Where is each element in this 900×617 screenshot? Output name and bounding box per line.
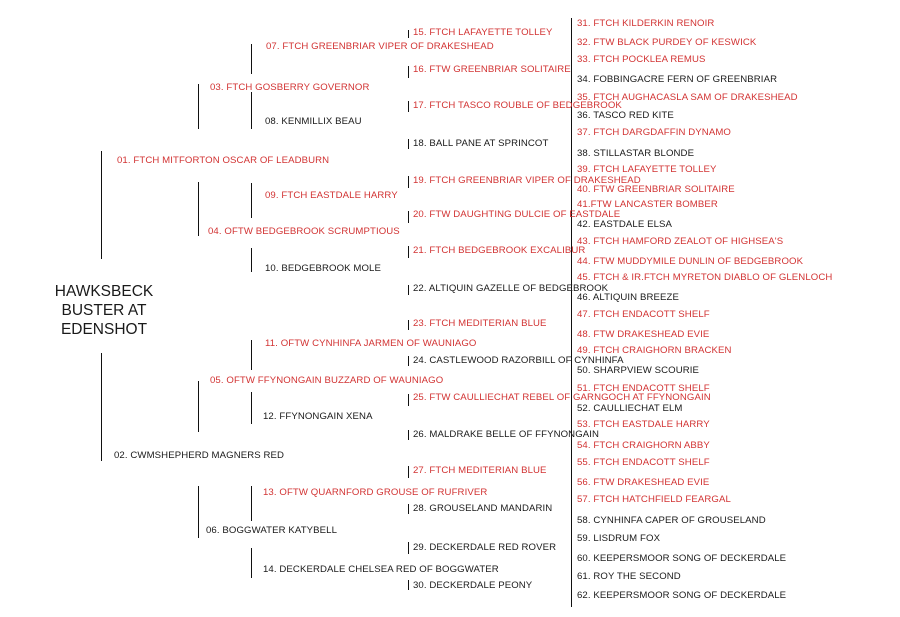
gen4-dog-12: 26. MALDRAKE BELLE OF FFYNONGAIN [413,429,600,440]
bracket-dam-side [101,353,102,461]
gen4-dog-6: 20. FTW DAUGHTING DULCIE OF EASTDALE [413,209,621,220]
gen5-dog-32: 62. KEEPERSMOOR SONG OF DECKERDALE [577,590,787,601]
gen3-dog-8: 14. DECKERDALE CHELSEA RED OF BOGGWATER [263,564,499,575]
subject-name-line-1: HAWKSBECK [54,283,154,300]
tick-gen4-9 [408,320,409,330]
grandparent-3: 05. OFTW FFYNONGAIN BUZZARD OF WAUNIAGO [210,375,444,386]
gen5-dog-6: 36. TASCO RED KITE [577,110,674,121]
grandparent-4: 06. BOGGWATER KATYBELL [206,525,338,536]
gen5-dog-9: 39. FTCH LAFAYETTE TOLLEY [577,164,717,175]
gen5-dog-1: 31. FTCH KILDERKIN RENOIR [577,18,715,29]
gen5-dog-10: 40. FTW GREENBRIAR SOLITAIRE [577,184,735,195]
gen5-dog-29: 59. LISDRUM FOX [577,533,661,544]
gen5-dog-18: 48. FTW DRAKESHEAD EVIE [577,329,710,340]
tick-gen4-5 [408,176,409,188]
bracket-gen3-h [251,548,252,578]
gen4-dog-4: 18. BALL PANE AT SPRINCOT [413,138,549,149]
gen4-dog-14: 28. GROUSELAND MANDARIN [413,503,553,514]
tick-gen4-14 [408,504,409,514]
tick-gen4-7 [408,246,409,258]
gen5-dog-2: 32. FTW BLACK PURDEY OF KESWICK [577,37,757,48]
tick-gen4-4 [408,139,409,149]
gen5-dog-24: 54. FTCH CRAIGHORN ABBY [577,440,710,451]
gen4-dog-15: 29. DECKERDALE RED ROVER [413,542,557,553]
gen3-dog-1: 07. FTCH GREENBRIAR VIPER OF DRAKESHEAD [266,41,494,52]
subject-name-line-2: BUSTER AT [61,302,147,319]
gen5-dog-26: 56. FTW DRAKESHEAD EVIE [577,477,710,488]
bracket-gen2-a [198,84,199,129]
bracket-gen3-a [251,44,252,74]
bracket-sire-side [101,151,102,259]
gen4-dog-2: 16. FTW GREENBRIAR SOLITAIRE [413,64,571,75]
bracket-gen3-d [251,248,252,272]
gen5-dog-11: 41.FTW LANCASTER BOMBER [577,199,718,210]
tick-gen4-2 [408,66,409,78]
gen5-dog-7: 37. FTCH DARGDAFFIN DYNAMO [577,127,731,138]
gen4-dog-13: 27. FTCH MEDITERIAN BLUE [413,465,547,476]
tick-gen4-3 [408,101,409,112]
gen5-dog-20: 50. SHARPVIEW SCOURIE [577,365,700,376]
gen4-dog-8: 22. ALTIQUIN GAZELLE OF BEDGEBROOK [413,283,609,294]
subject-name-line-3: EDENSHOT [60,321,148,338]
bracket-gen3-c [251,183,252,218]
bracket-gen3-f [251,392,252,424]
gen4-dog-7: 21. FTCH BEDGEBROOK EXCALIBUR [413,245,586,256]
bracket-gen2-c [198,381,199,432]
gen5-dog-13: 43. FTCH HAMFORD ZEALOT OF HIGHSEA'S [577,236,784,247]
tick-gen4-15 [408,542,409,554]
gen5-dog-23: 53. FTCH EASTDALE HARRY [577,419,710,430]
gen4-dog-1: 15. FTCH LAFAYETTE TOLLEY [413,27,553,38]
tick-gen4-6 [408,211,409,223]
gen3-dog-4: 10. BEDGEBROOK MOLE [265,263,381,274]
gen3-dog-3: 09. FTCH EASTDALE HARRY [265,190,398,201]
gen5-dog-4: 34. FOBBINGACRE FERN OF GREENBRIAR [577,74,778,85]
gen5-dog-21: 51. FTCH ENDACOTT SHELF [577,383,710,394]
gen5-dog-30: 60. KEEPERSMOOR SONG OF DECKERDALE [577,553,787,564]
gen5-dog-17: 47. FTCH ENDACOTT SHELF [577,309,710,320]
tick-gen4-12 [408,430,409,440]
gen4-dog-3: 17. FTCH TASCO ROUBLE OF BEDGEBROOK [413,100,622,111]
gen4-dog-10: 24. CASTLEWOOD RAZORBILL OF CYNHINFA [413,355,624,366]
gen5-dog-8: 38. STILLASTAR BLONDE [577,148,695,159]
gen5-dog-15: 45. FTCH & IR.FTCH MYRETON DIABLO OF GLENLOCH [577,272,833,283]
gen5-dog-5: 35. FTCH AUGHACASLA SAM OF DRAKESHEAD [577,92,798,103]
gen5-dog-14: 44. FTW MUDDYMILE DUNLIN OF BEDGEBROOK [577,256,804,267]
gen5-dog-27: 57. FTCH HATCHFIELD FEARGAL [577,494,731,505]
parent-2: 02. CWMSHEPHERD MAGNERS RED [114,450,285,461]
gen5-dog-22: 52. CAULLIECHAT ELM [577,403,683,414]
grandparent-2: 04. OFTW BEDGEBROOK SCRUMPTIOUS [208,226,400,237]
gen5-dog-19: 49. FTCH CRAIGHORN BRACKEN [577,345,732,356]
gen4-dog-9: 23. FTCH MEDITERIAN BLUE [413,318,547,329]
tick-gen4-13 [408,466,409,478]
gen5-dog-16: 46. ALTIQUIN BREEZE [577,292,679,303]
bracket-gen3-g [251,486,252,521]
bracket-gen3-b [251,92,252,129]
gen5-dog-12: 42. EASTDALE ELSA [577,219,673,230]
gen5-dog-3: 33. FTCH POCKLEA REMUS [577,54,706,65]
gen5-dog-28: 58. CYNHINFA CAPER OF GROUSELAND [577,515,766,526]
gen4-dog-16: 30. DECKERDALE PEONY [413,580,533,591]
bracket-gen2-d [198,486,199,538]
tick-gen4-16 [408,580,409,590]
gen4-dog-11: 25. FTW CAULLIECHAT REBEL OF GARNGOCH AT FFYNONGAIN [413,392,711,403]
tick-gen4-10 [408,356,409,366]
grandparent-1: 03. FTCH GOSBERRY GOVERNOR [210,82,370,93]
tick-gen4-1 [408,30,409,38]
tick-gen4-8 [408,285,409,295]
tick-gen4-11 [408,394,409,406]
bracket-gen2-b [198,182,199,236]
gen3-dog-6: 12. FFYNONGAIN XENA [263,411,373,422]
gen3-dog-7: 13. OFTW QUARNFORD GROUSE OF RUFRIVER [263,487,488,498]
bracket-gen3-e [251,340,252,370]
parent-1: 01. FTCH MITFORTON OSCAR OF LEADBURN [117,155,330,166]
gen5-dog-31: 61. ROY THE SECOND [577,571,681,582]
gen3-dog-2: 08. KENMILLIX BEAU [265,116,362,127]
gen5-dog-25: 55. FTCH ENDACOTT SHELF [577,457,710,468]
gen4-dog-5: 19. FTCH GREENBRIAR VIPER OF DRAKESHEAD [413,175,641,186]
subject-dog-name [44,282,164,339]
gen3-dog-5: 11. OFTW CYNHINFA JARMEN OF WAUNIAGO [265,338,477,349]
